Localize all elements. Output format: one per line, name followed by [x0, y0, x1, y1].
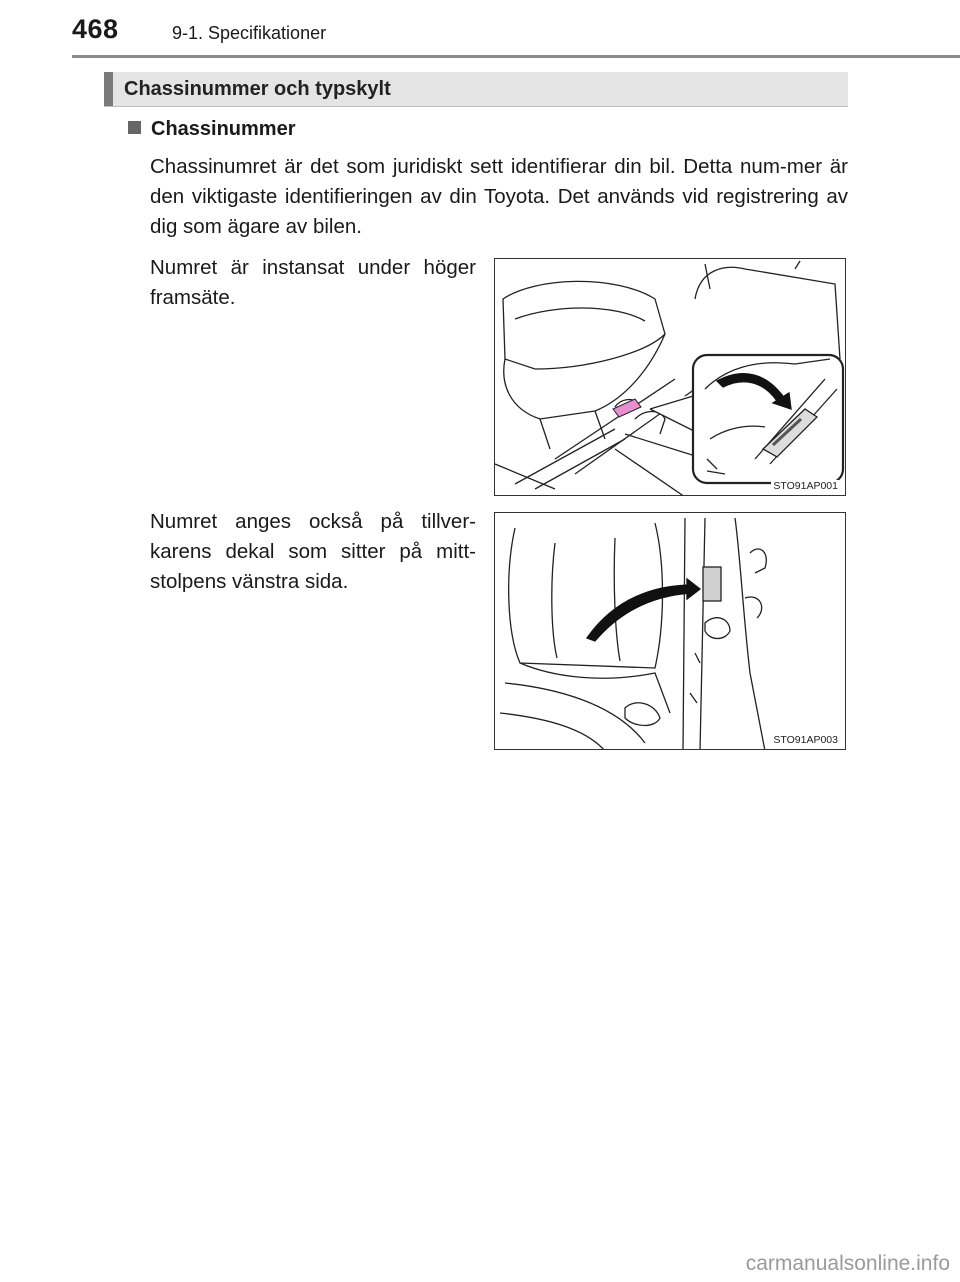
section-title: Chassinummer och typskylt	[124, 78, 391, 100]
pillar-location-paragraph: Numret anges också på tillver-karens dekal som sitter på mitt-stolpens vänstra sida.	[150, 510, 476, 593]
figure-code: STO91AP003	[773, 734, 838, 746]
intro-paragraph: Chassinumret är det som juridiskt sett identifierar din bil. Detta num-mer är den viktigaste identifieringen av din Toyota. Det används vid registrering av dig som ägare av bilen.	[150, 155, 848, 238]
subheading-text: Chassinummer	[151, 118, 296, 140]
page-number: 468	[72, 14, 119, 44]
seat-location-paragraph: Numret är instansat under höger framsäte.	[150, 256, 476, 309]
subheading	[128, 118, 296, 141]
square-bullet-icon	[128, 121, 141, 134]
pillar-illustration	[495, 513, 846, 750]
figure-pillar-label	[494, 512, 846, 750]
running-head: 9-1. Specifikationer	[172, 23, 327, 43]
section-accent	[104, 72, 113, 106]
under-seat-illustration	[495, 259, 846, 496]
figure-code: STO91AP001	[773, 480, 838, 492]
header-rule	[72, 55, 960, 58]
footer-watermark: carmanualsonline.info	[745, 1252, 950, 1275]
section-bar	[104, 72, 848, 107]
figure-under-seat	[494, 258, 846, 496]
